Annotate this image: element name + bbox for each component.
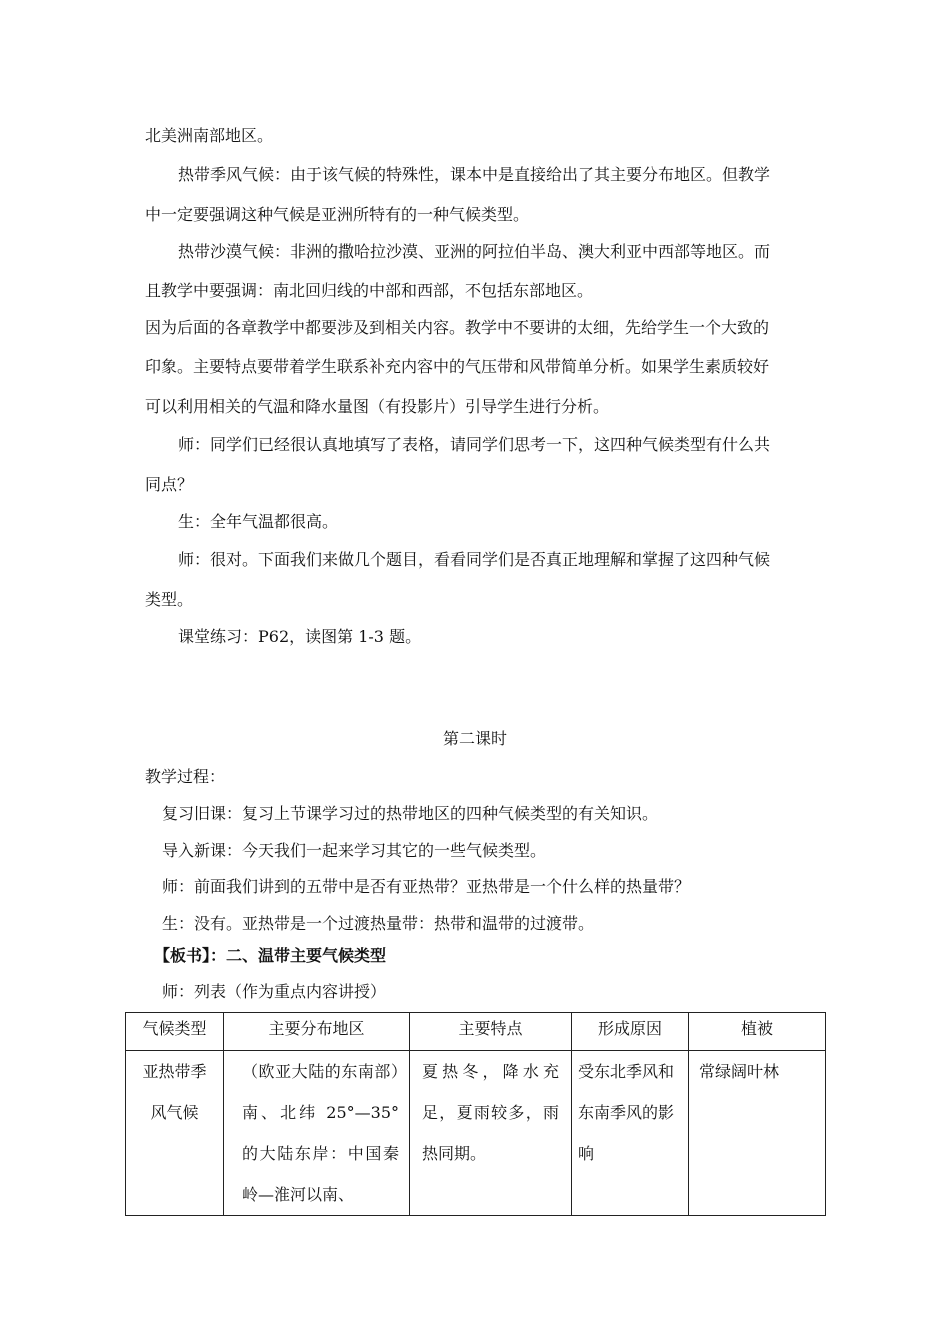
header-cell: 植被 [689, 1013, 826, 1051]
climate-table [125, 1012, 826, 1216]
paragraph-line: 因为后面的各章教学中都要涉及到相关内容。教学中不要讲的太细，先给学生一个大致的 [145, 318, 770, 337]
paragraph-line: 可以利用相关的气温和降水量图（有投影片）引导学生进行分析。 [145, 397, 610, 416]
cause-cell: 受东北季风和东南季风的影响 [572, 1051, 689, 1216]
header-cell: 形成原因 [572, 1013, 689, 1051]
paragraph-line: 热带沙漠气候：非洲的撒哈拉沙漠、亚洲的阿拉伯半岛、澳大利亚中西部等地区。而 [178, 242, 771, 261]
paragraph-line: 北美洲南部地区。 [145, 126, 274, 145]
paragraph-line: 印象。主要特点要带着学生联系补充内容中的气压带和风带简单分析。如果学生素质较好 [145, 357, 770, 376]
features-cell: 夏热冬，降水充足，夏雨较多，雨热同期。 [410, 1051, 572, 1216]
vegetation-cell: 常绿阔叶林 [689, 1051, 826, 1216]
section-line: 师：列表（作为重点内容讲授） [162, 982, 387, 1001]
paragraph-line: 师：很对。下面我们来做几个题目，看看同学们是否真正地理解和掌握了这四种气候 [178, 550, 771, 569]
board-note: 【板书】：二、温带主要气候类型 [154, 946, 387, 965]
header-cell: 主要分布地区 [224, 1013, 410, 1051]
paragraph-line: 同点？ [145, 475, 194, 494]
paragraph-line: 且教学中要强调：南北回归线的中部和西部，不包括东部地区。 [145, 281, 594, 300]
table-row [126, 1051, 826, 1216]
section-line: 复习旧课：复习上节课学习过的热带地区的四种气候类型的有关知识。 [162, 804, 659, 823]
paragraph-line: 生：全年气温都很高。 [178, 512, 339, 531]
header-cell: 主要特点 [410, 1013, 572, 1051]
section-line: 师：前面我们讲到的五带中是否有亚热带？亚热带是一个什么样的热量带？ [162, 877, 691, 896]
section-line: 生：没有。亚热带是一个过渡热量带：热带和温带的过渡带。 [162, 914, 595, 933]
paragraph-line: 热带季风气候：由于该气候的特殊性，课本中是直接给出了其主要分布地区。但教学 [178, 165, 771, 184]
paragraph-line: 师：同学们已经很认真地填写了表格，请同学们思考一下，这四种气候类型有什么共 [178, 435, 771, 454]
distribution-cell: （欧亚大陆的东南部）南、北纬 25°—35°的大陆东岸：中国秦岭—淮河以南、 [224, 1051, 410, 1216]
header-cell: 气候类型 [126, 1013, 224, 1051]
section-line: 导入新课：今天我们一起来学习其它的一些气候类型。 [162, 841, 547, 860]
table-header-row [126, 1013, 826, 1051]
paragraph-line: 课堂练习：P62，读图第 1-3 题。 [178, 627, 422, 646]
section-title: 第二课时 [442, 729, 507, 748]
section-line: 教学过程： [145, 767, 226, 786]
paragraph-line: 中一定要强调这种气候是亚洲所特有的一种气候类型。 [145, 205, 530, 224]
paragraph-line: 类型。 [145, 590, 194, 609]
climate-type-cell: 亚热带季风气候 [126, 1051, 224, 1216]
